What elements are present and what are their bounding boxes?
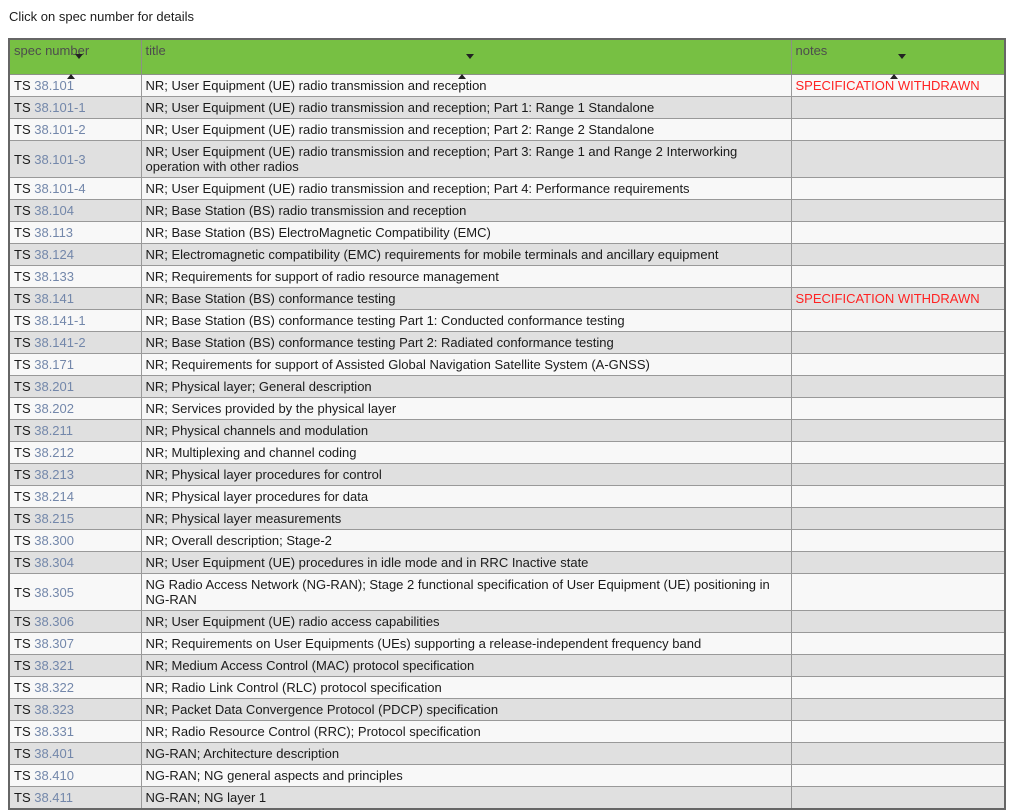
spec-link[interactable]: 38.133 (34, 269, 74, 284)
spec-prefix: TS (14, 313, 35, 328)
title-cell: NR; Multiplexing and channel coding (141, 442, 791, 464)
spec-prefix: TS (14, 511, 35, 526)
spec-prefix: TS (14, 489, 35, 504)
title-cell: NG-RAN; NG general aspects and principles (141, 765, 791, 787)
spec-link[interactable]: 38.211 (34, 423, 74, 438)
table-row (9, 200, 1005, 222)
spec-link[interactable]: 38.141-2 (34, 335, 86, 350)
title-cell: NR; User Equipment (UE) radio transmission and reception; Part 3: Range 1 and Range 2 Interworking operation with other radios (141, 141, 791, 178)
notes-cell (791, 141, 1005, 178)
spec-prefix: TS (14, 614, 35, 629)
notes-cell (791, 420, 1005, 442)
spec-link[interactable]: 38.101-4 (34, 181, 86, 196)
table-row (9, 376, 1005, 398)
title-cell: NR; Radio Resource Control (RRC); Protocol specification (141, 721, 791, 743)
title-cell: NR; Electromagnetic compatibility (EMC) requirements for mobile terminals and ancillary equipment (141, 244, 791, 266)
spec-prefix: TS (14, 584, 35, 600)
spec-link[interactable]: 38.101-3 (34, 151, 86, 167)
title-cell: NR; Base Station (BS) conformance testing Part 1: Conducted conformance testing (141, 310, 791, 332)
spec-link[interactable]: 38.214 (34, 489, 74, 504)
notes-cell (791, 266, 1005, 288)
spec-link[interactable]: 38.410 (34, 768, 74, 783)
spec-prefix: TS (14, 151, 35, 167)
spec-cell (9, 141, 141, 178)
spec-cell (9, 442, 141, 464)
spec-prefix: TS (14, 467, 35, 482)
table-row (9, 222, 1005, 244)
notes-cell (791, 178, 1005, 200)
title-cell: NR; Base Station (BS) ElectroMagnetic Compatibility (EMC) (141, 222, 791, 244)
title-cell: NG-RAN; Architecture description (141, 743, 791, 765)
title-cell: NR; Requirements for support of radio resource management (141, 266, 791, 288)
table-row (9, 442, 1005, 464)
spec-table (8, 38, 1006, 810)
spec-prefix: TS (14, 269, 35, 284)
spec-link[interactable]: 38.300 (34, 533, 74, 548)
sort-icon (890, 59, 906, 74)
table-header (9, 39, 1005, 75)
spec-prefix: TS (14, 357, 35, 372)
table-row (9, 354, 1005, 376)
spec-prefix: TS (14, 768, 35, 783)
sort-icon-wrap (14, 59, 137, 72)
title-cell: NR; Physical layer procedures for control (141, 464, 791, 486)
notes-cell (791, 442, 1005, 464)
table-row (9, 266, 1005, 288)
table-row (9, 743, 1005, 765)
spec-cell (9, 288, 141, 310)
table-row (9, 288, 1005, 310)
spec-cell (9, 200, 141, 222)
notes-cell (791, 677, 1005, 699)
notes-cell (791, 699, 1005, 721)
title-cell: NR; User Equipment (UE) radio transmission and reception; Part 1: Range 1 Standalone (141, 97, 791, 119)
table-row (9, 97, 1005, 119)
spec-prefix: TS (14, 680, 35, 695)
column-header-title[interactable] (141, 39, 791, 75)
title-cell: NR; User Equipment (UE) radio transmission and reception (141, 75, 791, 97)
table-row (9, 530, 1005, 552)
notes-cell (791, 574, 1005, 611)
title-cell: NR; Overall description; Stage-2 (141, 530, 791, 552)
spec-link[interactable]: 38.124 (34, 247, 74, 262)
spec-prefix: TS (14, 724, 35, 739)
spec-cell (9, 530, 141, 552)
table-row (9, 677, 1005, 699)
spec-link[interactable]: 38.101-2 (34, 122, 86, 137)
notes-cell (791, 655, 1005, 677)
spec-cell (9, 310, 141, 332)
spec-link[interactable]: 38.101-1 (34, 100, 86, 115)
spec-cell (9, 699, 141, 721)
spec-cell (9, 486, 141, 508)
table-row (9, 574, 1005, 611)
spec-link[interactable]: 38.306 (34, 614, 74, 629)
spec-prefix: TS (14, 746, 35, 761)
spec-cell (9, 75, 141, 97)
title-cell: NR; Medium Access Control (MAC) protocol specification (141, 655, 791, 677)
notes-cell (791, 552, 1005, 574)
spec-prefix: TS (14, 533, 35, 548)
table-row (9, 765, 1005, 787)
notes-cell (791, 530, 1005, 552)
title-cell: NR; User Equipment (UE) radio transmission and reception; Part 2: Range 2 Standalone (141, 119, 791, 141)
spec-cell (9, 655, 141, 677)
spec-cell (9, 677, 141, 699)
table-row (9, 486, 1005, 508)
spec-cell (9, 398, 141, 420)
sort-icon (458, 59, 474, 74)
title-cell: NR; Requirements on User Equipments (UEs) supporting a release-independent frequency band (141, 633, 791, 655)
notes-cell (791, 244, 1005, 266)
spec-link[interactable]: 38.305 (34, 584, 74, 600)
spec-prefix: TS (14, 658, 35, 673)
table-row (9, 141, 1005, 178)
spec-link[interactable]: 38.113 (34, 225, 74, 240)
spec-link[interactable]: 38.307 (34, 636, 74, 651)
sort-icon-wrap (146, 59, 787, 72)
spec-cell (9, 552, 141, 574)
column-header-spec-number[interactable] (9, 39, 141, 75)
notes-cell (791, 486, 1005, 508)
spec-prefix: TS (14, 225, 35, 240)
spec-link[interactable]: 38.201 (34, 379, 74, 394)
title-cell: NR; Physical channels and modulation (141, 420, 791, 442)
withdrawn-label: SPECIFICATION WITHDRAWN (795, 78, 980, 93)
spec-cell (9, 178, 141, 200)
spec-prefix: TS (14, 100, 35, 115)
notes-cell (791, 398, 1005, 420)
spec-prefix: TS (14, 291, 35, 306)
table-row (9, 332, 1005, 354)
spec-prefix: TS (14, 423, 35, 438)
withdrawn-label: SPECIFICATION WITHDRAWN (795, 291, 980, 306)
spec-link[interactable]: 38.213 (34, 467, 74, 482)
spec-cell (9, 633, 141, 655)
spec-cell (9, 97, 141, 119)
spec-cell (9, 222, 141, 244)
instruction-text: Click on spec number for details (9, 9, 194, 24)
header-row (9, 39, 1005, 75)
spec-prefix: TS (14, 636, 35, 651)
notes-cell (791, 508, 1005, 530)
spec-prefix: TS (14, 181, 35, 196)
spec-prefix: TS (14, 78, 35, 93)
title-cell: NR; Radio Link Control (RLC) protocol specification (141, 677, 791, 699)
table-row (9, 420, 1005, 442)
title-cell: NR; Packet Data Convergence Protocol (PDCP) specification (141, 699, 791, 721)
table-row (9, 721, 1005, 743)
spec-link[interactable]: 38.304 (34, 555, 74, 570)
spec-cell (9, 743, 141, 765)
table-row (9, 464, 1005, 486)
title-cell: NR; User Equipment (UE) radio transmission and reception; Part 4: Performance requirements (141, 178, 791, 200)
spec-link[interactable]: 38.331 (34, 724, 74, 739)
spec-link[interactable]: 38.411 (34, 790, 74, 805)
column-header-label: spec number (14, 43, 90, 58)
title-cell: NR; Physical layer; General description (141, 376, 791, 398)
spec-link[interactable]: 38.202 (34, 401, 74, 416)
title-cell: NR; Base Station (BS) conformance testing (141, 288, 791, 310)
sort-icon (67, 59, 83, 74)
spec-cell (9, 332, 141, 354)
notes-cell (791, 332, 1005, 354)
notes-cell (791, 354, 1005, 376)
spec-link[interactable]: 38.212 (34, 445, 74, 460)
column-header-label: title (145, 43, 166, 58)
table-row (9, 75, 1005, 97)
spec-link[interactable]: 38.322 (34, 680, 74, 695)
table-row (9, 178, 1005, 200)
title-cell: NG Radio Access Network (NG-RAN); Stage 2 functional specification of User Equipment (UE) positioning in NG-RAN (141, 574, 791, 611)
title-cell: NG-RAN; NG layer 1 (141, 787, 791, 810)
table-row (9, 633, 1005, 655)
table-row (9, 244, 1005, 266)
notes-cell (791, 464, 1005, 486)
notes-cell (791, 633, 1005, 655)
spec-cell (9, 266, 141, 288)
title-cell: NR; User Equipment (UE) procedures in idle mode and in RRC Inactive state (141, 552, 791, 574)
spec-prefix: TS (14, 379, 35, 394)
spec-link[interactable]: 38.141 (34, 291, 74, 306)
spec-link[interactable]: 38.321 (34, 658, 74, 673)
spec-cell (9, 464, 141, 486)
title-cell: NR; User Equipment (UE) radio access capabilities (141, 611, 791, 633)
spec-prefix: TS (14, 335, 35, 350)
notes-cell (791, 222, 1005, 244)
spec-prefix: TS (14, 122, 35, 137)
spec-cell (9, 376, 141, 398)
spec-cell (9, 119, 141, 141)
notes-cell (791, 310, 1005, 332)
table-row (9, 310, 1005, 332)
spec-prefix: TS (14, 790, 35, 805)
title-cell: NR; Base Station (BS) radio transmission and reception (141, 200, 791, 222)
notes-cell (791, 611, 1005, 633)
spec-prefix: TS (14, 445, 35, 460)
spec-cell (9, 721, 141, 743)
table-row (9, 508, 1005, 530)
notes-cell (791, 200, 1005, 222)
spec-cell (9, 244, 141, 266)
spec-link[interactable]: 38.215 (34, 511, 74, 526)
table-row (9, 552, 1005, 574)
sort-icon-wrap (796, 59, 1001, 72)
spec-link[interactable]: 38.401 (34, 746, 74, 761)
spec-link[interactable]: 38.141-1 (34, 313, 86, 328)
spec-cell (9, 508, 141, 530)
notes-cell (791, 765, 1005, 787)
notes-cell (791, 288, 1005, 310)
table-row (9, 611, 1005, 633)
spec-link[interactable]: 38.101 (34, 78, 74, 93)
title-cell: NR; Base Station (BS) conformance testing Part 2: Radiated conformance testing (141, 332, 791, 354)
notes-cell (791, 75, 1005, 97)
spec-cell (9, 420, 141, 442)
title-cell: NR; Physical layer measurements (141, 508, 791, 530)
table-body (9, 75, 1005, 810)
spec-prefix: TS (14, 555, 35, 570)
notes-cell (791, 721, 1005, 743)
spec-link[interactable]: 38.171 (34, 357, 74, 372)
spec-cell (9, 611, 141, 633)
spec-cell (9, 354, 141, 376)
column-header-label: notes (795, 43, 828, 58)
title-cell: NR; Services provided by the physical layer (141, 398, 791, 420)
spec-link[interactable]: 38.323 (34, 702, 74, 717)
spec-prefix: TS (14, 702, 35, 717)
notes-cell (791, 119, 1005, 141)
spec-prefix: TS (14, 203, 35, 218)
table-row (9, 119, 1005, 141)
table-row (9, 398, 1005, 420)
spec-cell (9, 765, 141, 787)
spec-cell (9, 574, 141, 611)
notes-cell (791, 743, 1005, 765)
notes-cell (791, 97, 1005, 119)
title-cell: NR; Requirements for support of Assisted Global Navigation Satellite System (A-GNSS) (141, 354, 791, 376)
spec-prefix: TS (14, 247, 35, 262)
table-row (9, 699, 1005, 721)
title-cell: NR; Physical layer procedures for data (141, 486, 791, 508)
notes-cell (791, 376, 1005, 398)
column-header-notes[interactable] (791, 39, 1005, 75)
table-row (9, 655, 1005, 677)
spec-prefix: TS (14, 401, 35, 416)
spec-link[interactable]: 38.104 (34, 203, 74, 218)
